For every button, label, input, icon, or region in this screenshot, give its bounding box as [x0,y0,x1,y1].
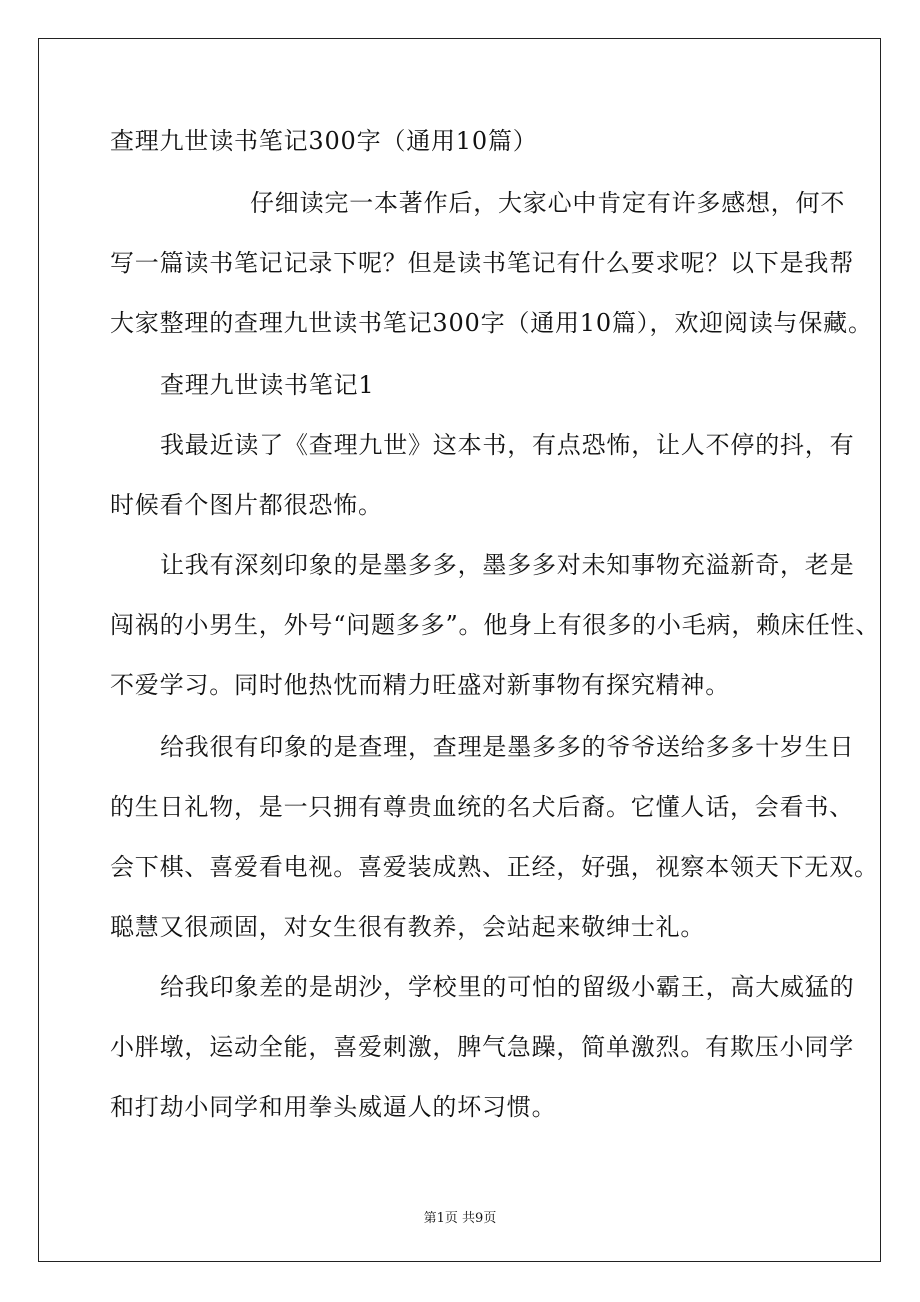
section-heading: 查理九世读书笔记1 [160,371,375,399]
intro-line: 大家整理的查理九世读书笔记300字（通用10篇），欢迎阅读与保藏。 [110,309,873,337]
paragraph-line: 的生日礼物，是一只拥有尊贵血统的名犬后裔。它懂人话，会看书、 [110,793,854,821]
paragraph-line: 让我有深刻印象的是墨多多，墨多多对未知事物充溢新奇，老是 [160,551,855,579]
paragraph-line: 给我印象差的是胡沙，学校里的可怕的留级小霸王，高大威猛的 [160,973,855,1001]
paragraph-line: 会下棋、喜爱看电视。喜爱装成熟、正经，好强，视察本领天下无双。 [110,853,879,881]
paragraph-line: 小胖墩，运动全能，喜爱刺激，脾气急躁，简单激烈。有欺压小同学 [110,1033,854,1061]
paragraph-line: 时候看个图片都很恐怖。 [110,491,383,519]
paragraph-line: 我最近读了《查理九世》这本书，有点恐怖，让人不停的抖，有 [160,431,855,459]
intro-line: 写一篇读书笔记记录下呢？但是读书笔记有什么要求呢？以下是我帮 [110,249,854,277]
paragraph-line: 闯祸的小男生，外号“问题多多”。他身上有很多的小毛病，赖床任性、 [110,611,881,639]
page-number-footer: 第1页 共9页 [423,1211,497,1226]
paragraph-line: 不爱学习。同时他热忱而精力旺盛对新事物有探究精神。 [110,671,730,699]
paragraph-line: 和打劫小同学和用拳头威逼人的坏习惯。 [110,1093,557,1121]
document-title: 查理九世读书笔记300字（通用10篇） [110,127,538,155]
intro-line: 仔细读完一本著作后，大家心中肯定有许多感想，何不 [250,189,846,217]
paragraph-line: 给我很有印象的是查理，查理是墨多多的爷爷送给多多十岁生日 [160,733,855,761]
page-border [38,38,881,1262]
paragraph-line: 聪慧又很顽固，对女生很有教养，会站起来敬绅士礼。 [110,913,706,941]
